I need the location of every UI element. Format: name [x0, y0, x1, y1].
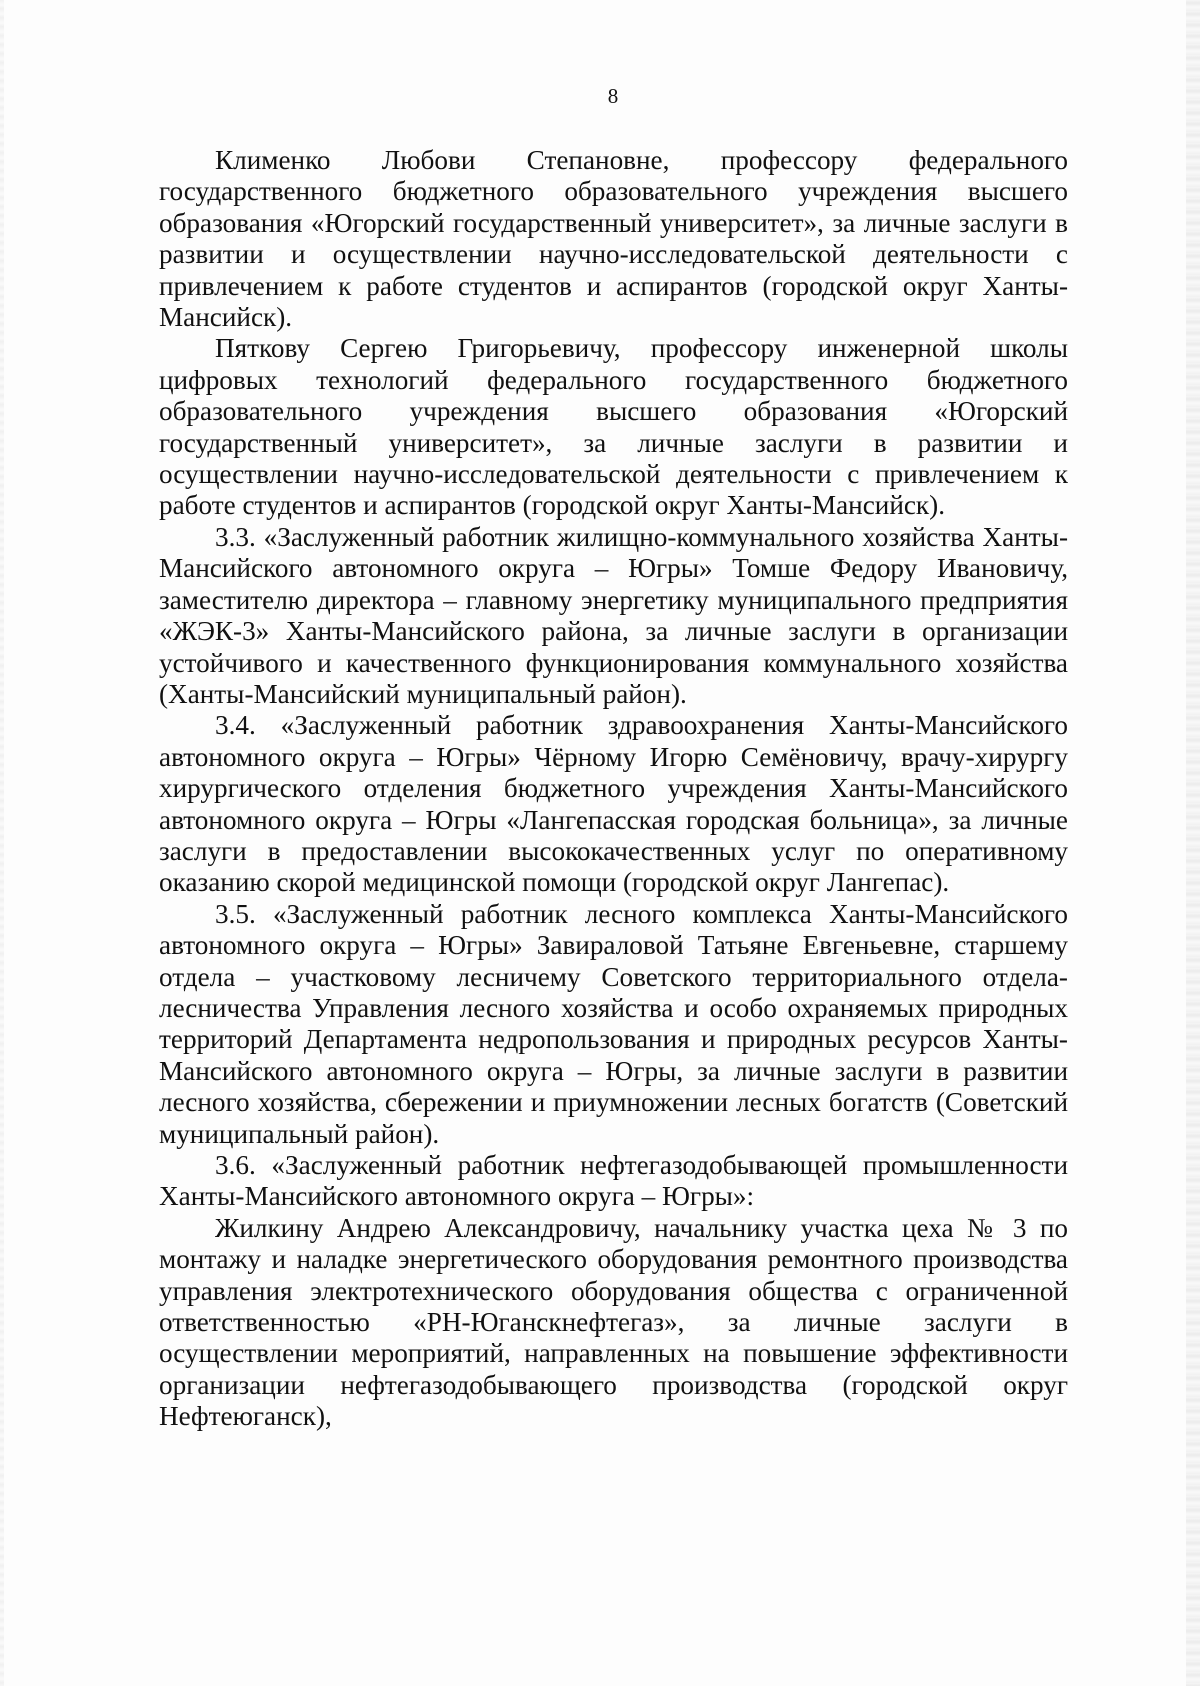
paragraph-3-6: 3.6. «Заслуженный работник нефтегазодобывающей промышленности Ханты-Мансийского автономного округа – Югры»:: [159, 1150, 1068, 1212]
scan-edge-right: [1186, 0, 1200, 1686]
scan-edge-left: [0, 0, 4, 1686]
paragraph-3-5: 3.5. «Заслуженный работник лесного комплекса Ханты-Мансийского автономного округа – Югры» Завираловой Татьяне Евгеньевне, старшему отдела – участковому лесничему Советского территориального отдела-лесничества Управления лесного хозяйства и особо охраняемых природных территорий Департамента недропользования и природных ресурсов Ханты-Мансийского автономного округа – Югры, за личные заслуги в развитии лесного хозяйства, сбережении и приумножении лесных богатств (Советский муниципальный район).: [159, 898, 1068, 1149]
paragraph-zhilkin: Жилкину Андрею Александровичу, начальнику участка цеха № 3 по монтажу и наладке энергетического оборудования ремонтного производства управления электротехнического оборудования общества с ограниченной ответственностью «РН-Юганскнефтегаз», за личные заслуги в осуществлении мероприятий, направленных на повышение эффективности организации нефтегазодобывающего производства (городской округ Нефтеюганск),: [159, 1212, 1068, 1432]
page-number: 8: [607, 84, 619, 108]
paragraph-klimenko: Клименко Любови Степановне, профессору федерального государственного бюджетного образовательного учреждения высшего образования «Югорский государственный университет», за личные заслуги в развитии и осуществлении научно-исследовательской деятельности с привлечением к работе студентов и аспирантов (городской округ Ханты-Мансийск).: [159, 145, 1068, 333]
paragraph-3-3: 3.3. «Заслуженный работник жилищно-коммунального хозяйства Ханты-Мансийского автономного округа – Югры» Томше Федору Ивановичу, заместителю директора – главному энергетику муниципального предприятия «ЖЭК-3» Ханты-Мансийского района, за личные заслуги в организации устойчивого и качественного функционирования коммунального хозяйства (Ханты-Мансийский муниципальный район).: [159, 521, 1068, 709]
paragraph-pyatkov: Пяткову Сергею Григорьевичу, профессору инженерной школы цифровых технологий федерального государственного бюджетного образовательного учреждения высшего образования «Югорский государственный университет», за личные заслуги в развитии и осуществлении научно-исследовательской деятельности с привлечением к работе студентов и аспирантов (городской округ Ханты-Мансийск).: [159, 333, 1068, 521]
paragraph-3-4: 3.4. «Заслуженный работник здравоохранения Ханты-Мансийского автономного округа – Югры» Чёрному Игорю Семёновичу, врачу-хирургу хирургического отделения бюджетного учреждения Ханты-Мансийского автономного округа – Югры «Лангепасская городская больница», за личные заслуги в предоставлении высококачественных услуг по оперативному оказанию скорой медицинской помощи (городской округ Лангепас).: [159, 710, 1068, 898]
document-body: [159, 145, 1068, 1433]
